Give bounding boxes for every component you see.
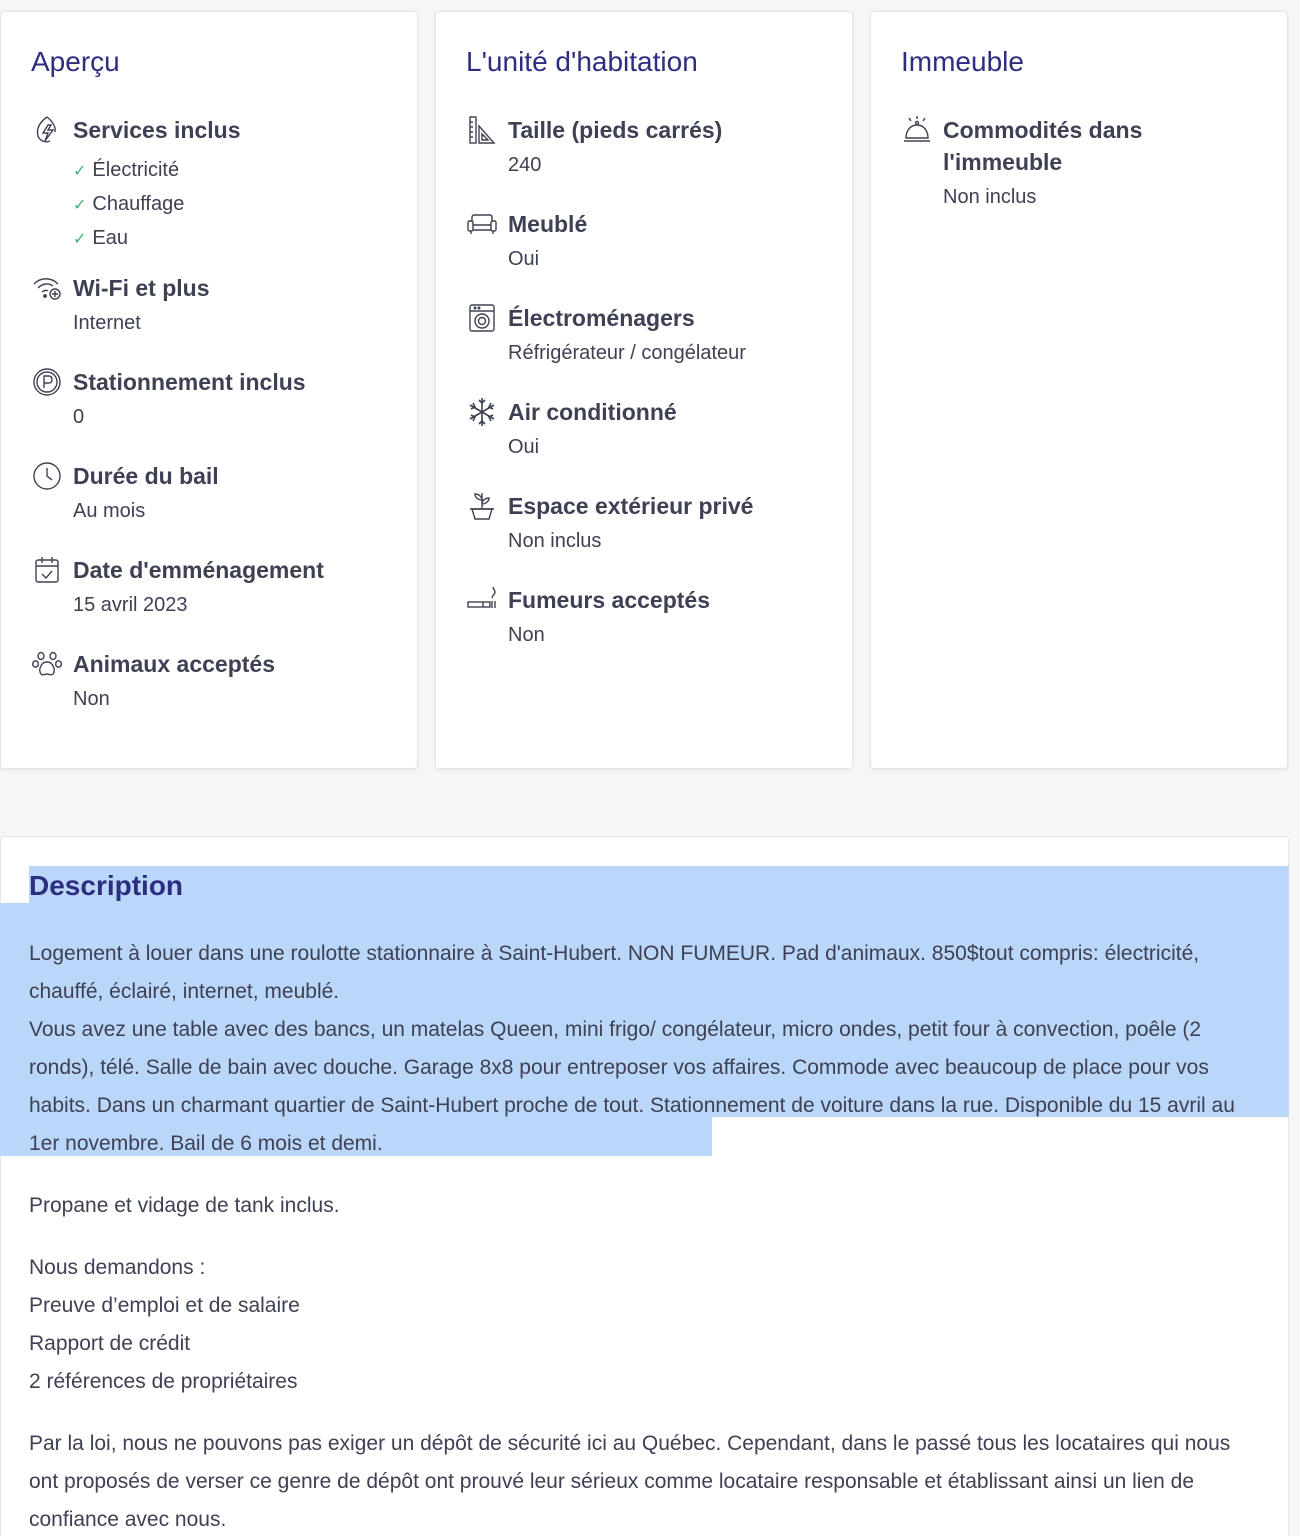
text-selection-highlight xyxy=(29,866,1289,903)
appliances-label: Électroménagers xyxy=(508,305,695,331)
requirement-item: 2 références de propriétaires xyxy=(29,1370,298,1393)
requirement-item: Rapport de crédit xyxy=(29,1332,191,1355)
outdoor-label: Espace extérieur privé xyxy=(508,493,754,519)
ac-label: Air conditionné xyxy=(508,399,677,425)
paw-icon xyxy=(31,648,63,680)
building-card xyxy=(870,11,1288,769)
description-paragraph: Par la loi, nous ne pouvons pas exiger un dépôt de sécurité ici au Québec. Cependant, dans le passé tous les locataires qui nous ont proposés de verser ce genre de dépôt ont prouvé leur sérieux comme locataire responsable et établissant ainsi un lien de confiance avec nous. xyxy=(29,1432,1231,1531)
utility-item: ✓ Chauffage xyxy=(73,193,185,215)
utilities-list xyxy=(73,154,184,256)
check-icon: ✓ xyxy=(73,197,87,214)
utilities-label: Services inclus xyxy=(73,117,241,143)
requirements-list xyxy=(29,1249,1264,1401)
check-icon: ✓ xyxy=(73,163,87,180)
description-paragraph xyxy=(29,935,1264,1163)
calendar-icon xyxy=(31,554,63,586)
requirement-item: Nous demandons : xyxy=(29,1256,206,1279)
utility-item: ✓ Électricité xyxy=(73,159,180,181)
snowflake-icon xyxy=(466,396,498,428)
parking-label: Stationnement inclus xyxy=(73,369,306,395)
description-title: Description xyxy=(29,870,184,901)
smoking-label: Fumeurs acceptés xyxy=(508,587,710,613)
wifi-value: Internet xyxy=(73,312,141,334)
size-value: 240 xyxy=(508,154,542,176)
requirement-item: Preuve d’emploi et de salaire xyxy=(29,1294,300,1317)
plant-icon xyxy=(466,490,498,522)
check-icon: ✓ xyxy=(73,231,87,248)
unit-card xyxy=(435,11,853,769)
bell-icon xyxy=(901,114,933,146)
wifi-label: Wi-Fi et plus xyxy=(73,275,210,301)
lightning-leaf-icon xyxy=(31,114,63,146)
move-in-label: Date d'emménagement xyxy=(73,557,324,583)
overview-card xyxy=(0,11,418,769)
furnished-value: Oui xyxy=(508,248,540,270)
overview-title: Aperçu xyxy=(31,46,120,77)
pets-value: Non xyxy=(73,688,110,710)
smoking-value: Non xyxy=(508,624,545,646)
lease-value: Au mois xyxy=(73,500,146,522)
unit-title: L'unité d'habitation xyxy=(466,46,698,77)
amenities-value: Non inclus xyxy=(943,186,1037,208)
ac-value: Oui xyxy=(508,436,540,458)
description-text: Logement à louer dans une roulotte stationnaire à Saint-Hubert. NON FUMEUR. Pad d'animaux. 850$tout compris: électricité, chauffé, éclairé, internet, meublé. xyxy=(29,942,1200,1003)
description-paragraph: Propane et vidage de tank inclus. xyxy=(29,1194,340,1217)
parking-value: 0 xyxy=(73,406,85,428)
utility-item: ✓ Eau xyxy=(73,227,128,249)
ruler-icon xyxy=(466,114,498,146)
lease-label: Durée du bail xyxy=(73,463,219,489)
size-label: Taille (pieds carrés) xyxy=(508,117,723,143)
appliances-value: Réfrigérateur / congélateur xyxy=(508,342,746,364)
description-text: Vous avez une table avec des bancs, un matelas Queen, mini frigo/ congélateur, micro ondes, petit four à convection, poêle (2 ronds), télé. Salle de bain avec douche. Garage 8x8 pour entreposer vos affaires. Commode avec beaucoup de place pour vos habits. Dans un charmant quartier de Saint-Hubert proche de tout. Stationnement de voiture dans la rue. Disponible du 15 avril au 1er novembre. Bail de 6 mois et demi. xyxy=(29,1018,1235,1155)
cigarette-icon xyxy=(466,584,498,616)
washer-icon xyxy=(466,302,498,334)
clock-icon xyxy=(31,460,63,492)
pets-label: Animaux acceptés xyxy=(73,651,275,677)
move-in-value: 15 avril 2023 xyxy=(73,594,188,616)
building-title: Immeuble xyxy=(901,46,1024,77)
sofa-icon xyxy=(466,208,498,240)
parking-icon xyxy=(31,366,63,398)
outdoor-value: Non inclus xyxy=(508,530,602,552)
amenities-label: Commodités dans l'immeuble xyxy=(943,117,1143,175)
furnished-label: Meublé xyxy=(508,211,588,237)
wifi-plus-icon xyxy=(31,272,63,304)
